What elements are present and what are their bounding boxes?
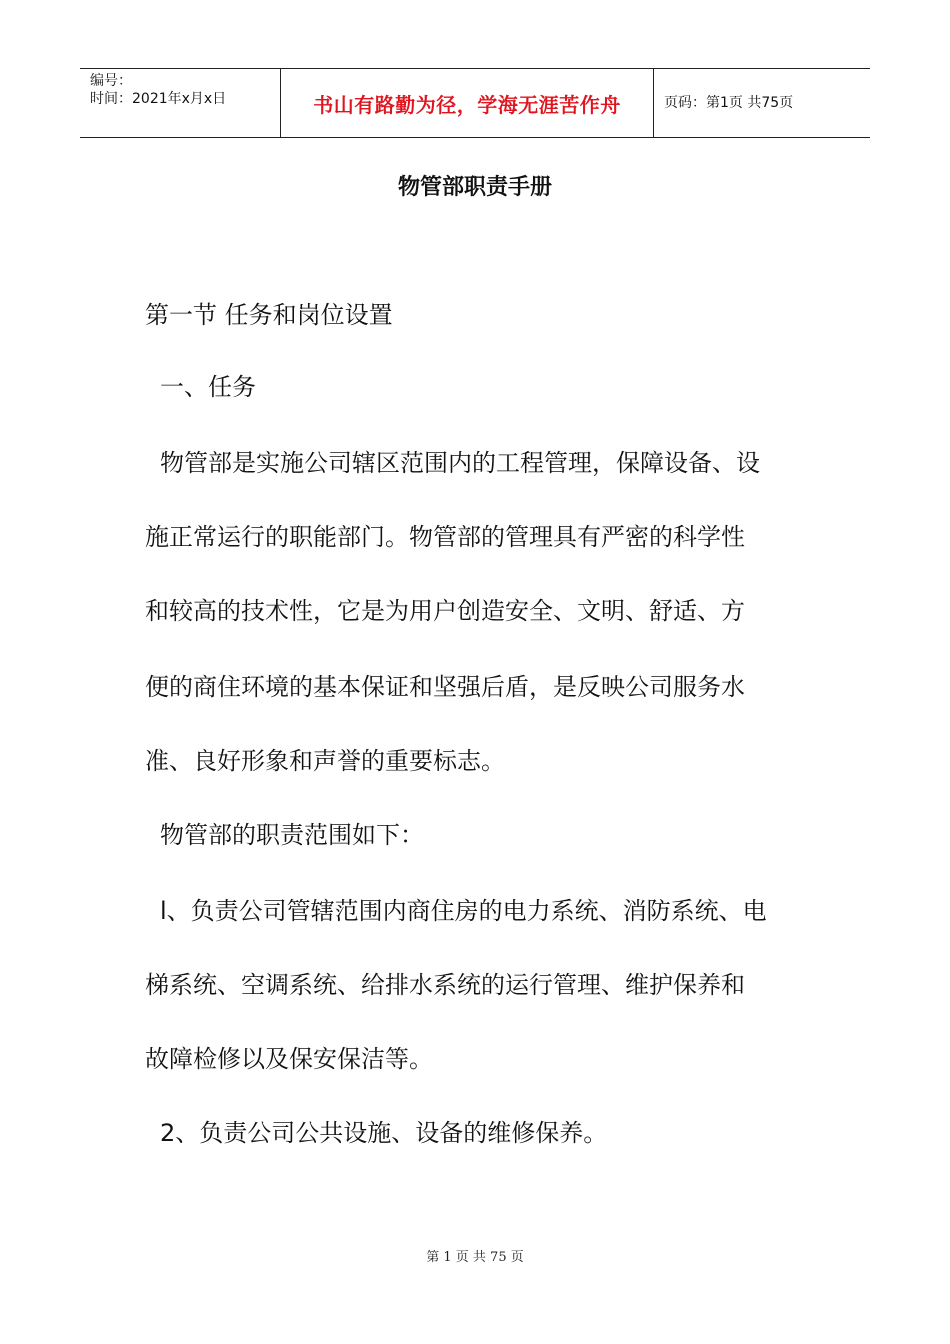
paragraph-line: 故障检修以及保安保洁等。 [145,1045,433,1073]
motto-text: 书山有路勤为径，学海无涯苦作舟 [313,92,621,117]
paragraph-line: 施正常运行的职能部门。物管部的管理具有严密的科学性 [145,523,745,551]
subheading: 一、任务 [160,373,256,401]
list-item-number: l [160,897,167,925]
paragraph-line: 物管部是实施公司辖区范围内的工程管理，保障设备、设 [160,449,760,477]
paragraph-line: 和较高的技术性，它是为用户创造安全、文明、舒适、方 [145,597,745,625]
paragraph-line: 便的商住环境的基本保证和坚强后盾，是反映公司服务水 [145,673,745,701]
header-meta-cell [80,69,281,137]
header-page-cell [654,69,870,137]
page-footer: 第 1 页 共 75 页 [426,1250,524,1265]
list-item-1-line [160,896,830,926]
list-item-2-line [160,1118,830,1148]
paragraph-line: 梯系统、空调系统、给排水系统的运行管理、维护保养和 [145,971,745,999]
document-date: 时间：2021年x月x日 [90,91,227,107]
document-title: 物管部职责手册 [397,175,552,200]
paragraph-line: 准、良好形象和声誉的重要标志。 [145,747,505,775]
page-info: 页码：第1页 共75页 [664,94,794,111]
header-table [80,68,870,138]
header-motto-cell [281,69,654,137]
section-heading: 第一节 任务和岗位设置 [145,301,393,329]
document-number-label: 编号： [90,73,132,89]
paragraph-line: 物管部的职责范围如下： [160,821,424,849]
list-item-text: 、负责公司管辖范围内商住房的电力系统、消防系统、电 [166,897,767,925]
list-item-number: 2 [160,1119,176,1147]
list-item-text: 、负责公司公共设施、设备的维修保养。 [175,1119,608,1147]
